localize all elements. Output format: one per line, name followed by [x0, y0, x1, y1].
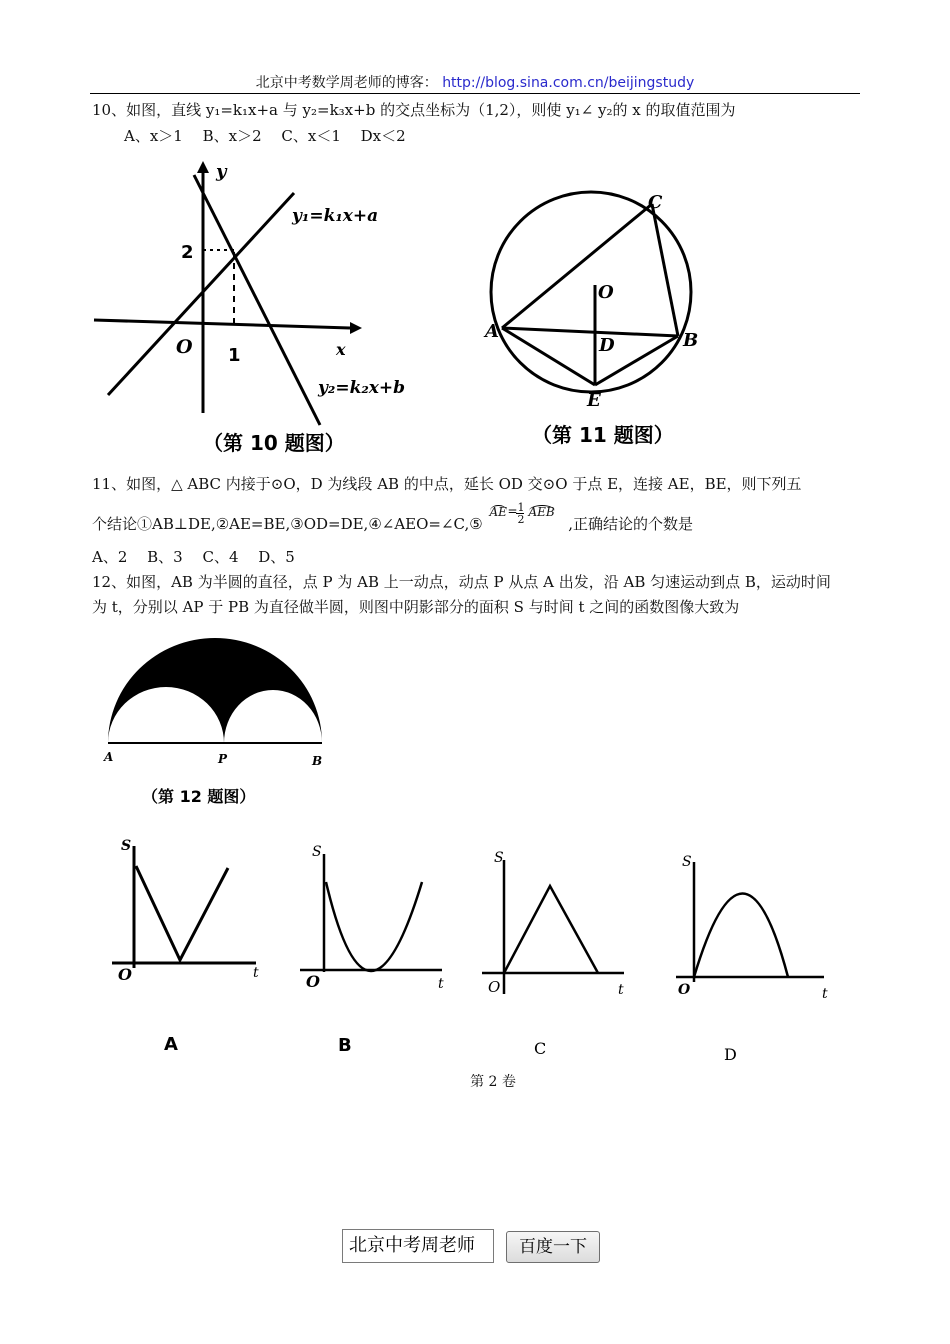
page-header [90, 72, 860, 92]
tick-2: 2 [181, 242, 194, 263]
label-a: A [104, 750, 114, 764]
origin-label: O [176, 336, 193, 358]
shaded-region [108, 638, 322, 743]
graph-a-label: A [164, 1034, 178, 1055]
graph-c-o: O [488, 978, 501, 996]
y-label: y [216, 161, 227, 182]
q11-stem-1: 11、如图，△ ABC 内接于⊙O，D 为线段 AB 的中点，延长 OD 交⊙O 于点 E，连接 AE，BE，则下列五 [92, 475, 802, 493]
q11-options: A、2 B、3 C、4 D、5 [92, 548, 295, 566]
graph-d [672, 850, 842, 1065]
graph-c-t: t [618, 982, 624, 998]
graph-d-label: D [724, 1045, 737, 1064]
header-label: 北京中考数学周老师的博客： [255, 75, 438, 91]
graph-d-s: S [682, 854, 692, 870]
graph-d-o: O [678, 982, 691, 998]
search-input[interactable]: 北京中考周老师 [342, 1229, 494, 1263]
label-a: A [485, 321, 499, 342]
q10-figure [88, 155, 448, 460]
label-c: C [648, 192, 663, 213]
page-number: 第 2 卷 [470, 1074, 516, 1090]
graph-a [108, 832, 268, 1057]
q11-caption: （第 11 题图） [532, 423, 674, 447]
x-label: x [336, 340, 346, 359]
circle-o [491, 192, 691, 392]
x-axis [94, 320, 350, 328]
q11-figure [480, 180, 710, 460]
graph-a-t: t [253, 965, 259, 981]
label-d: D [599, 335, 615, 356]
frac-num: 1 [517, 501, 525, 514]
graph-c [478, 846, 638, 1061]
chord-ab [502, 328, 678, 336]
q11-stem-2b: ,正确结论的个数是 [568, 515, 694, 533]
line-y1 [108, 193, 294, 395]
label-b: B [683, 330, 699, 351]
search-button[interactable]: 百度一下 [506, 1231, 600, 1263]
q11-stem-2a: 个结论①AB⊥DE,②AE=BE,③OD=DE,④∠AEO=∠C,⑤ [92, 515, 483, 533]
graph-b-s: S [312, 844, 322, 860]
q10-stem: 10、如图，直线 y₁=k₁x+a 与 y₂=k₃x+b 的交点坐标为（1,2），则使 y₁∠ y₂的 x 的取值范围为 [92, 101, 736, 119]
label-b: B [312, 754, 323, 768]
blog-link[interactable]: http://blog.sina.com.cn/beijingstudy [442, 75, 695, 91]
graph-b-t: t [438, 976, 444, 992]
line2-label: y₂=k₂x+b [318, 378, 406, 398]
graph-c-s: S [494, 850, 504, 866]
tick-1: 1 [228, 345, 241, 366]
frac-den: 2 [517, 513, 525, 526]
graph-c-label: C [534, 1039, 547, 1058]
graph-b [296, 840, 456, 1058]
graph-b-o: O [306, 972, 320, 991]
arc-ae: AE [489, 505, 507, 519]
q10-options: A、x＞1 B、x＞2 C、x＜1 Dx＜2 [124, 127, 406, 145]
q12-stem-2: 为 t，分别以 AP 于 PB 为直径做半圆，则图中阴影部分的面积 S 与时间 t 之间的函数图像大致为 [92, 598, 740, 616]
q11-stem-2 [92, 501, 694, 534]
segment-ac [502, 204, 652, 328]
arc-formula [488, 501, 564, 534]
q12-figure [100, 635, 332, 810]
label-p: P [218, 752, 228, 766]
q10-caption: （第 10 题图） [203, 431, 345, 455]
line1-label: y₁=k₁x+a [292, 206, 379, 226]
graph-a-s: S [121, 838, 132, 854]
q12-caption: （第 12 题图） [142, 787, 256, 806]
graph-a-o: O [118, 965, 132, 984]
graph-b-label: B [338, 1035, 352, 1056]
label-e: E [587, 390, 601, 411]
q12-stem-1: 12、如图，AB 为半圆的直径，点 P 为 AB 上一动点，动点 P 从点 A 出发，沿 AB 匀速运动到点 B，运动时间 [92, 573, 831, 591]
arc-aeb: AEB [528, 505, 555, 519]
header-divider [90, 93, 860, 94]
arc-eq: = [507, 504, 518, 518]
graph-d-t: t [822, 986, 828, 1002]
label-o: O [598, 282, 614, 303]
